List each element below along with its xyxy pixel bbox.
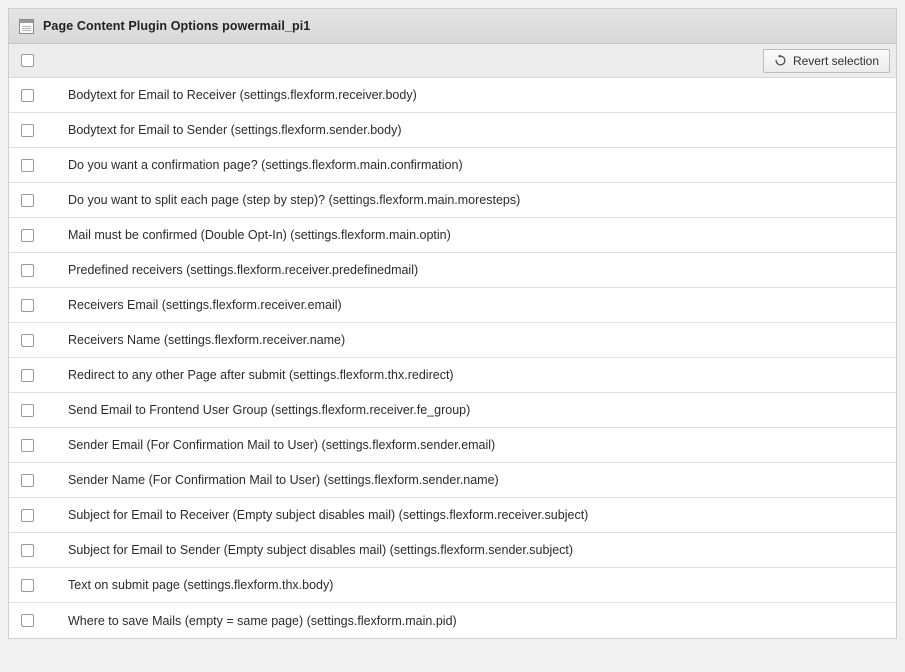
list-item[interactable] (9, 148, 896, 183)
list-item[interactable] (9, 463, 896, 498)
option-label: Do you want a confirmation page? (settings.flexform.main.confirmation) (68, 158, 463, 172)
list-item[interactable] (9, 568, 896, 603)
option-label: Sender Email (For Confirmation Mail to User) (settings.flexform.sender.email) (68, 438, 496, 452)
option-label: Subject for Email to Sender (Empty subject disables mail) (settings.flexform.sender.subject) (68, 543, 574, 557)
select-all-checkbox[interactable] (21, 54, 34, 67)
list-item[interactable] (9, 78, 896, 113)
option-checkbox[interactable] (21, 264, 34, 277)
list-item[interactable] (9, 113, 896, 148)
option-checkbox[interactable] (21, 89, 34, 102)
option-checkbox[interactable] (21, 474, 34, 487)
option-label: Receivers Name (settings.flexform.receiver.name) (68, 333, 346, 347)
option-label: Sender Name (For Confirmation Mail to User) (settings.flexform.sender.name) (68, 473, 499, 487)
option-checkbox[interactable] (21, 194, 34, 207)
list-item[interactable] (9, 393, 896, 428)
option-label: Where to save Mails (empty = same page) (settings.flexform.main.pid) (68, 613, 457, 628)
document-icon (19, 19, 34, 34)
revert-arrow-icon (774, 54, 787, 67)
list-item[interactable] (9, 218, 896, 253)
list-item[interactable] (9, 253, 896, 288)
option-checkbox[interactable] (21, 439, 34, 452)
option-checkbox[interactable] (21, 509, 34, 522)
option-checkbox[interactable] (21, 299, 34, 312)
panel-header (9, 9, 896, 44)
list-item[interactable] (9, 498, 896, 533)
revert-selection-button[interactable] (763, 49, 890, 73)
option-label: Send Email to Frontend User Group (settings.flexform.receiver.fe_group) (68, 403, 471, 417)
option-label: Redirect to any other Page after submit (settings.flexform.thx.redirect) (68, 368, 454, 382)
list-item[interactable] (9, 533, 896, 568)
option-label: Bodytext for Email to Sender (settings.flexform.sender.body) (68, 123, 402, 137)
list-item[interactable] (9, 603, 896, 638)
option-label: Text on submit page (settings.flexform.thx.body) (68, 578, 334, 592)
option-list (9, 78, 896, 638)
revert-selection-label: Revert selection (792, 53, 879, 68)
option-checkbox[interactable] (21, 404, 34, 417)
option-checkbox[interactable] (21, 229, 34, 242)
option-checkbox[interactable] (21, 544, 34, 557)
option-label: Mail must be confirmed (Double Opt-In) (settings.flexform.main.optin) (68, 228, 451, 242)
option-checkbox[interactable] (21, 614, 34, 627)
option-label: Do you want to split each page (step by step)? (settings.flexform.main.moresteps) (68, 193, 521, 207)
option-checkbox[interactable] (21, 334, 34, 347)
option-label: Subject for Email to Receiver (Empty subject disables mail) (settings.flexform.receiver.subject) (68, 508, 589, 522)
option-checkbox[interactable] (21, 579, 34, 592)
list-item[interactable] (9, 358, 896, 393)
option-checkbox[interactable] (21, 369, 34, 382)
option-label: Predefined receivers (settings.flexform.receiver.predefinedmail) (68, 263, 419, 277)
toolbar (9, 44, 896, 78)
list-item[interactable] (9, 428, 896, 463)
list-item[interactable] (9, 288, 896, 323)
option-label: Bodytext for Email to Receiver (settings.flexform.receiver.body) (68, 88, 417, 102)
page-title: Page Content Plugin Options powermail_pi1 (43, 19, 311, 33)
option-label: Receivers Email (settings.flexform.receiver.email) (68, 298, 342, 312)
option-checkbox[interactable] (21, 124, 34, 137)
list-item[interactable] (9, 183, 896, 218)
option-checkbox[interactable] (21, 159, 34, 172)
plugin-options-panel (8, 8, 897, 639)
list-item[interactable] (9, 323, 896, 358)
